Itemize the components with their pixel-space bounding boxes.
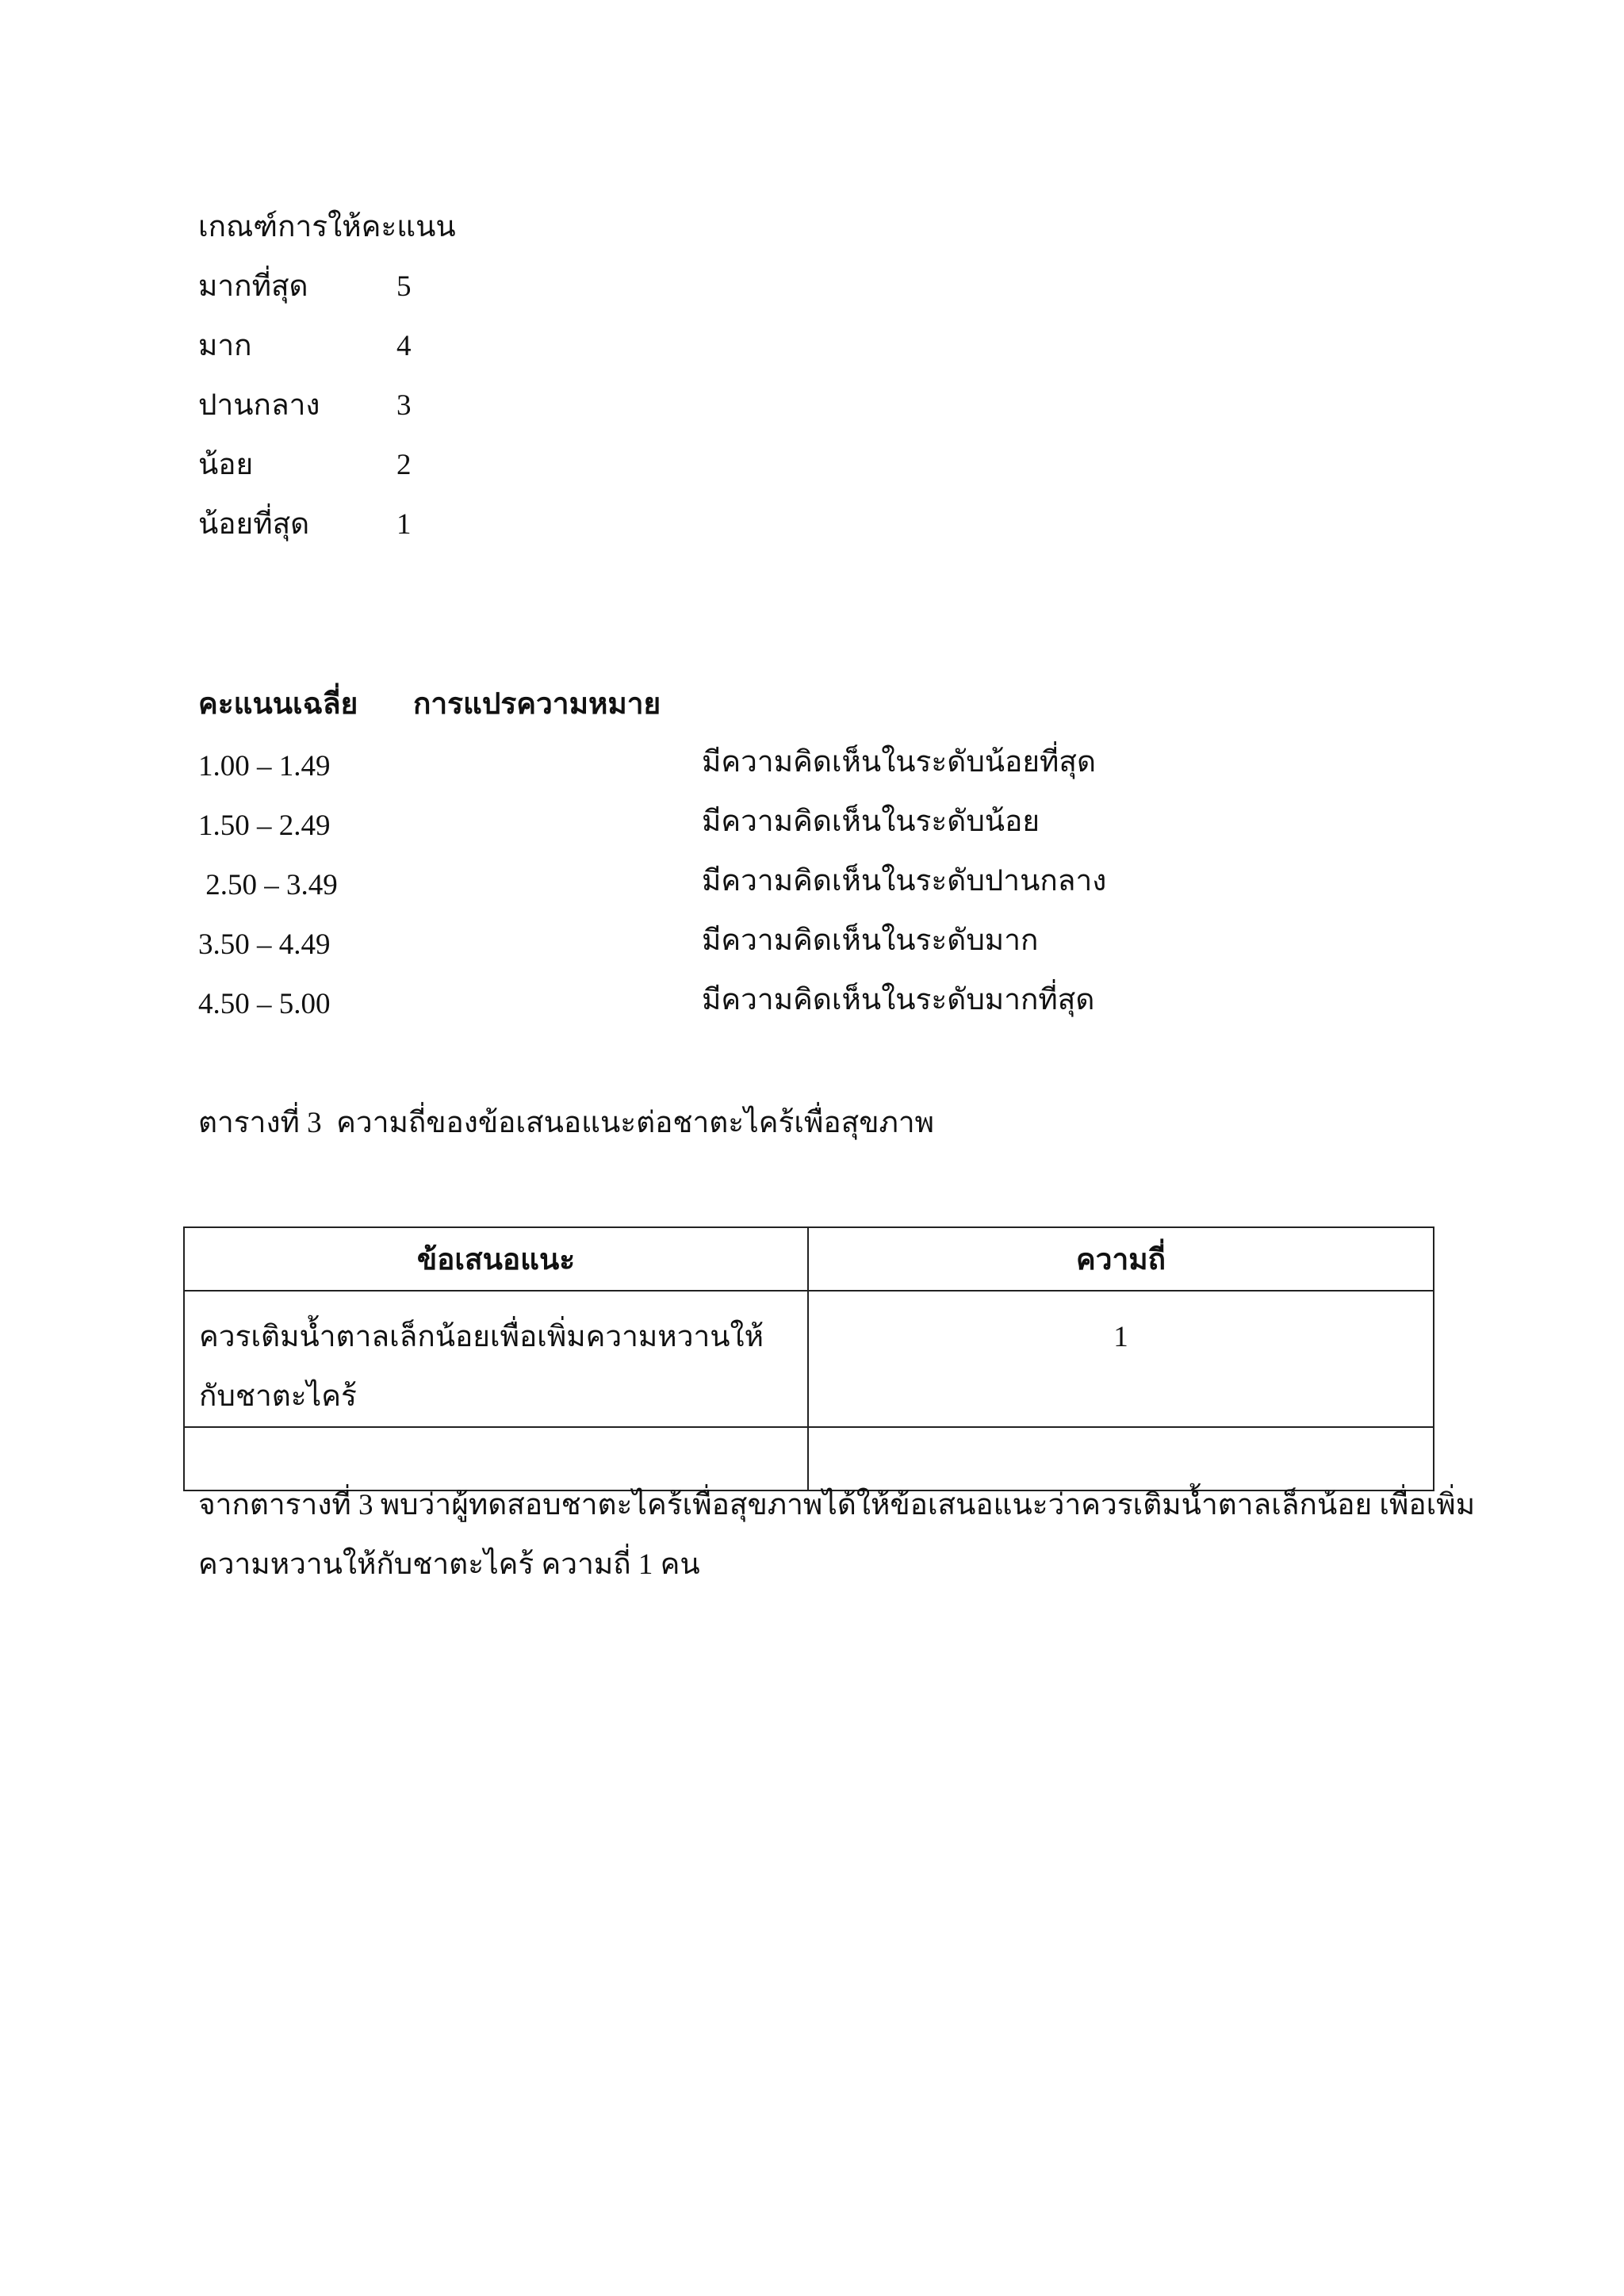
suggestion-frequency-table: [183, 1226, 1434, 1491]
interpretation-range: 1.00 – 1.49: [198, 750, 331, 783]
criteria-level-label: น้อย: [198, 449, 254, 481]
interpretation-range: 3.50 – 4.49: [198, 928, 331, 961]
table-row: [184, 1427, 1434, 1490]
criteria-level-score: 1: [396, 508, 412, 541]
summary-line-1: จากตารางที่ 3 พบว่าผู้ทดสอบชาตะไคร้เพื่อสุขภาพได้ให้ข้อเสนอแนะว่าควรเติมน้ำตาลเล็กน้อย เพื่อเพิ่ม: [198, 1489, 1476, 1521]
criteria-level-label: น้อยที่สุด: [198, 508, 310, 541]
interpretation-meaning: มีความคิดเห็นในระดับปานกลาง: [702, 865, 1107, 897]
interpretation-meaning: มีความคิดเห็นในระดับมากที่สุด: [702, 984, 1095, 1016]
summary-line-2: ความหวานให้กับชาตะไคร้ ความถี่ 1 คน: [198, 1548, 700, 1581]
criteria-level-score: 3: [396, 389, 412, 422]
interpretation-range: 2.50 – 3.49: [198, 869, 338, 901]
criteria-level-label: ปานกลาง: [198, 389, 320, 422]
suggestion-cell: ควรเติมน้ำตาลเล็กน้อยเพื่อเพิ่มความหวานให้กับชาตะไคร้: [184, 1291, 808, 1427]
suggestion-cell: [184, 1427, 808, 1490]
criteria-level-score: 2: [396, 449, 412, 481]
table-row: [184, 1291, 1434, 1427]
criteria-heading: เกณฑ์การให้คะแนน: [198, 211, 456, 243]
table-header-row: [184, 1227, 1434, 1291]
criteria-level-label: มาก: [198, 330, 252, 362]
interpretation-meaning: มีความคิดเห็นในระดับน้อยที่สุด: [702, 746, 1097, 779]
interpretation-range: 4.50 – 5.00: [198, 988, 331, 1020]
interpretation-meaning: มีความคิดเห็นในระดับน้อย: [702, 806, 1040, 838]
interpretation-header-meaning: การแปรความหมาย: [413, 688, 661, 721]
frequency-cell: [808, 1427, 1434, 1490]
interpretation-header-mean: คะแนนเฉลี่ย: [198, 688, 358, 721]
interpretation-meaning: มีความคิดเห็นในระดับมาก: [702, 924, 1039, 957]
criteria-level-score: 5: [396, 270, 412, 303]
interpretation-range: 1.50 – 2.49: [198, 809, 331, 842]
column-header-suggestion: ข้อเสนอแนะ: [184, 1227, 808, 1291]
frequency-cell: 1: [808, 1291, 1434, 1427]
table-caption: ตารางที่ 3 ความถี่ของข้อเสนอแนะต่อชาตะไคร้เพื่อสุขภาพ: [198, 1107, 935, 1139]
criteria-level-label: มากที่สุด: [198, 270, 308, 303]
criteria-level-score: 4: [396, 330, 412, 362]
column-header-frequency: ความถี่: [808, 1227, 1434, 1291]
